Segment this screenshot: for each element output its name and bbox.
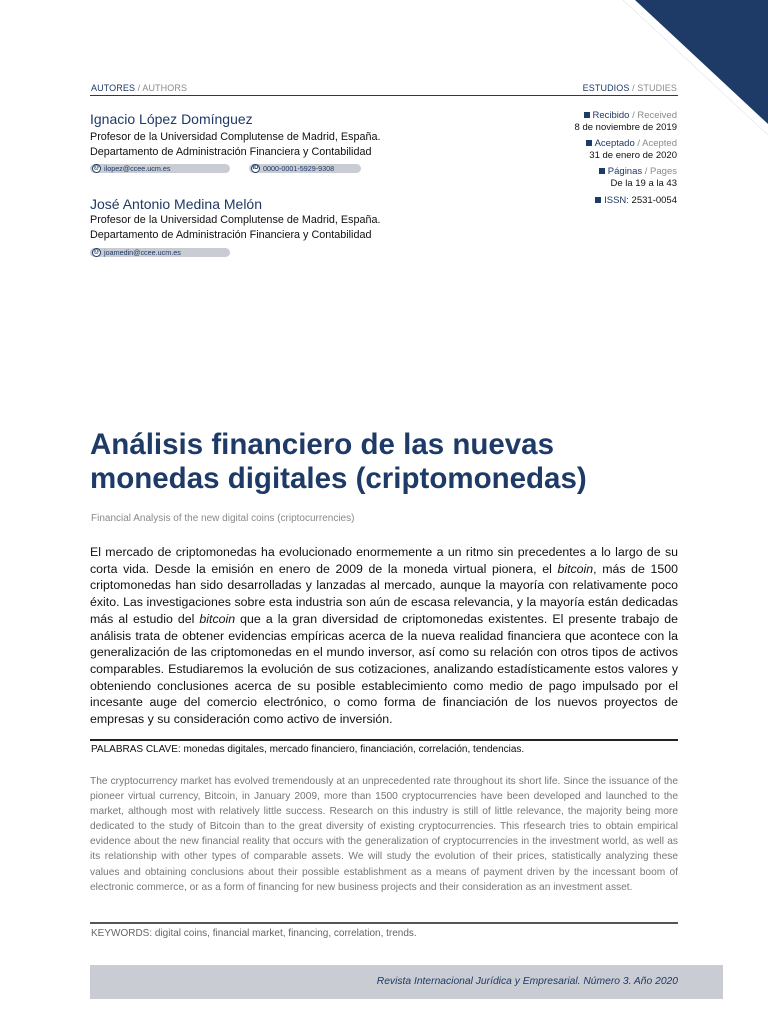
issn-block (595, 195, 677, 207)
article-subtitle-en: Financial Analysis of the new digital coins (criptocurrencies) (91, 513, 355, 524)
abstract-es-italic-term: bitcoin (199, 611, 236, 626)
keywords-en: KEYWORDS: digital coins, financial market, financing, correlation, trends. (91, 928, 417, 939)
author-2-affiliation-line-1: Profesor de la Universidad Complutense de Madrid, España. (90, 214, 381, 226)
pages-range: De la 19 a la 43 (610, 178, 677, 189)
studies-label: ESTUDIOS (582, 83, 630, 93)
author-1-name: Ignacio López Domínguez (90, 111, 253, 127)
author-2-affiliation-line-2: Departamento de Administración Financiera y Contabilidad (90, 229, 372, 241)
abstract-es-text: que a la gran diversidad de criptomonedas existentes. El presente trabajo de análisis trata de obtener evidencias empíricas acerca de la nueva realidad financiera que acontece con la generalización de las criptomonedas en el mundo inversor, así como su relación con otros tipos de activos comparables. Estudiaremos la evolución de sus cotizaciones, analizando estadísticamente estos valores y obteniendo conclusiones acerca de su posible establecimiento como medio de pago impulsado por el incesante auge del comercio electrónico, o como forma de financiación de los nuevos proyectos de empresas y su consideración como activo de inversión. (90, 611, 678, 727)
author-1-email: ilopez@ccee.ucm.es (104, 164, 171, 173)
author-1-affiliation (90, 130, 380, 160)
accepted-date: 31 de enero de 2020 (589, 150, 677, 161)
authors-section-label (91, 83, 187, 93)
pages-label-en: / Pages (642, 166, 677, 177)
issn-label: ISSN: (595, 195, 629, 206)
article-title: Análisis financiero de las nuevas monedas digitales (criptomonedas) (90, 428, 587, 495)
pages-block (599, 166, 677, 190)
orcid-icon: iD (252, 165, 259, 171)
header-divider (90, 95, 678, 96)
accepted-label: Aceptado (586, 138, 635, 149)
received-label-en: / Received (629, 110, 677, 121)
author-1-email-link[interactable] (90, 164, 230, 173)
author-2-affiliation (90, 213, 380, 243)
email-icon: @ (93, 165, 100, 171)
author-1-orcid: 0000-0001-5929-9308 (263, 164, 335, 173)
authors-label: AUTORES (91, 83, 136, 93)
received-label: Recibido (584, 110, 630, 121)
authors-label-en: / AUTHORS (135, 83, 188, 93)
author-2-email-link[interactable] (90, 248, 230, 257)
received-date: 8 de noviembre de 2019 (574, 122, 677, 133)
keywords-es-divider (90, 739, 678, 741)
author-2-name: José Antonio Medina Melón (90, 196, 262, 212)
keywords-en-divider (90, 922, 678, 924)
author-1-orcid-link[interactable] (249, 164, 361, 173)
author-1-affiliation-line-1: Profesor de la Universidad Complutense de Madrid, España. (90, 131, 381, 143)
received-block (575, 110, 677, 134)
abstract-es-text: , más de 1500 criptomonedas han sido desarrolladas y lanzadas al mercado, aunque la mayoría con relativamente poco éxito. Las investigaciones sobre esta industria son aún de escasa relevancia, y la mayoría están dedicadas más al estudio del (90, 561, 679, 626)
accepted-label-en: / Acepted (634, 138, 677, 149)
section-label (583, 83, 677, 93)
accepted-block (586, 138, 677, 162)
abstract-es (90, 544, 678, 728)
abstract-es-text: El mercado de criptomonedas ha evolucionado enormemente a un ritmo sin precedentes a lo largo de su corta vida. Desde la emisión en enero de 2009 de la moneda virtual pionera, el (90, 545, 678, 576)
email-icon: @ (93, 249, 100, 255)
journal-footer-text: Revista Internacional Jurídica y Empresarial. Número 3. Año 2020 (376, 976, 678, 987)
issn-value: 2531-0054 (628, 195, 677, 206)
journal-footer-band (90, 965, 723, 999)
studies-label-en: / STUDIES (629, 83, 677, 93)
author-2-email: joamedin@ccee.ucm.es (104, 248, 181, 257)
pages-label: Páginas (599, 166, 642, 177)
author-1-affiliation-line-2: Departamento de Administración Financiera y Contabilidad (90, 146, 372, 158)
abstract-es-italic-term: bitcoin (557, 561, 594, 576)
keywords-es: PALABRAS CLAVE: monedas digitales, mercado financiero, financiación, correlación, tendencias. (91, 744, 525, 755)
abstract-en: The cryptocurrency market has evolved tremendously at an unprecedented rate throughout its short life. Since the issuance of the pioneer virtual currency, Bitcoin, in January 2009, more than 1500 cryptocurrencies have been developed and launched to the market, although most with relatively little success. Research on this industry is still of little relevance, the majority being more dedicated to the study of Bitcoin than to the great diversity of existing cryptocurrencies. This rfesearch tries to obtain empirical evidence about the new financial reality that occurs with the generalization of cryptocurrencies in the investment world, as well as its relationship with other types of comparable assets. We will study the evolution of their prices, statistically analyzing these values and obtaining conclusions about their possible establishment as a means of payment driven by the incessant boom of electronic commerce, or as a form of financing for new business projects and their consideration as an investment asset. (90, 776, 678, 893)
